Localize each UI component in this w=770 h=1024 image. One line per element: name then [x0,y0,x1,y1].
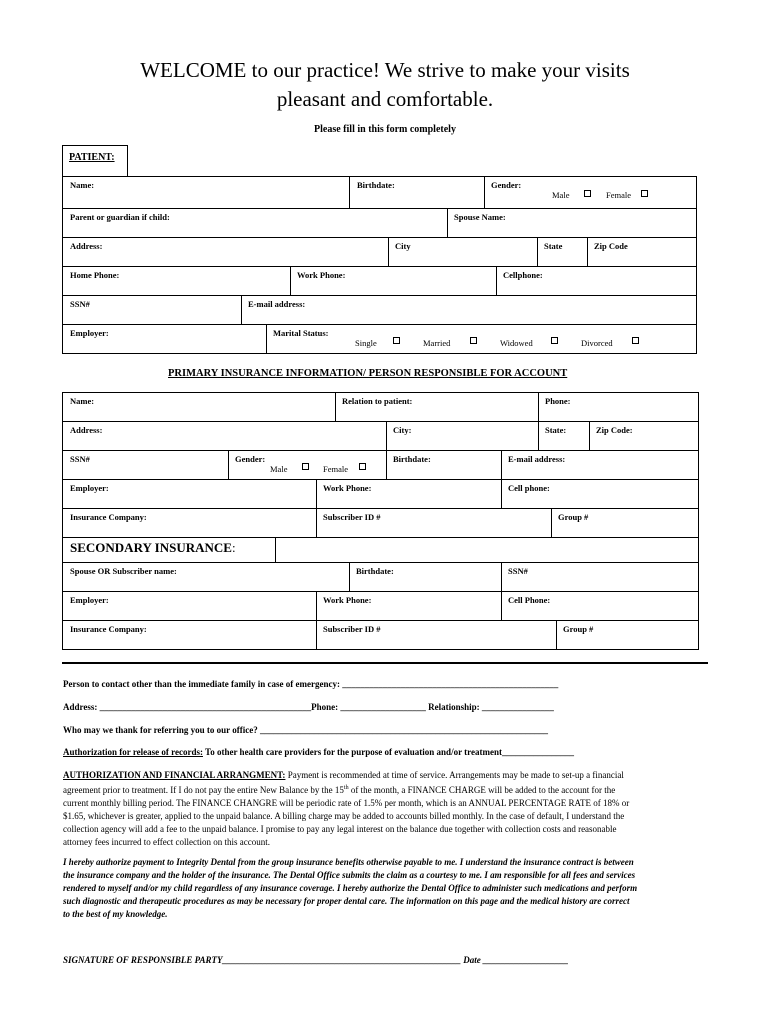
primary-subscriber-id-label[interactable]: Subscriber ID # [323,512,381,522]
primary-name-label[interactable]: Name: [70,396,95,406]
primary-insurance-heading: PRIMARY INSURANCE INFORMATION/ PERSON RESPONSIBLE FOR ACCOUNT [168,368,568,379]
financial-arrangement-title: AUTHORIZATION AND FINANCIAL ARRANGMENT: [63,770,286,780]
patient-marital-label: Marital Status: [273,328,329,338]
patient-row-employer [62,324,697,354]
primary-cell-phone-label[interactable]: Cell phone: [508,483,550,493]
referral-line[interactable]: Who may we thank for referring you to our office? ________________________________________________________________ [63,725,548,735]
emergency-contact-line[interactable]: Person to contact other than the immediate family in case of emergency: ________________________________________________ [63,679,559,689]
secondary-subscriber-id-label[interactable]: Subscriber ID # [323,624,381,634]
patient-state-label[interactable]: State [544,241,563,251]
secondary-birthdate-label[interactable]: Birthdate: [356,566,394,576]
secondary-name-label[interactable]: Spouse OR Subscriber name: [70,566,177,576]
secondary-heading-filler[interactable] [275,537,699,563]
primary-zip-label[interactable]: Zip Code: [596,425,633,435]
primary-row-name [62,392,699,422]
secondary-ssn-label[interactable]: SSN# [508,566,528,576]
secondary-work-phone-label[interactable]: Work Phone: [323,595,372,605]
marital-divorced-label: Divorced [581,338,613,348]
primary-male-checkbox[interactable] [302,463,309,470]
patient-home-phone-label[interactable]: Home Phone: [70,270,120,280]
primary-work-phone-label[interactable]: Work Phone: [323,483,372,493]
patient-work-phone-label[interactable]: Work Phone: [297,270,346,280]
patient-zip-label[interactable]: Zip Code [594,241,628,251]
signature-line[interactable]: SIGNATURE OF RESPONSIBLE PARTY_____________________________________________________ Date ___________________ [63,955,569,965]
patient-city-label[interactable]: City [395,241,411,251]
patient-heading: PATIENT: [69,152,115,163]
secondary-insurance-heading: SECONDARY INSURANCE: [70,540,236,555]
patient-male-label: Male [552,190,570,200]
patient-parent-label[interactable]: Parent or guardian if child: [70,212,170,222]
primary-relation-label[interactable]: Relation to patient: [342,396,413,406]
patient-birthdate-label[interactable]: Birthdate: [357,180,395,190]
secondary-group-label[interactable]: Group # [563,624,594,634]
patient-female-label: Female [606,190,632,200]
marital-married-label: Married [423,338,451,348]
primary-row-insurance [62,508,699,538]
patient-employer-label[interactable]: Employer: [70,328,109,338]
primary-email-label[interactable]: E-mail address: [508,454,566,464]
marital-widowed-label: Widowed [500,338,533,348]
primary-employer-label[interactable]: Employer: [70,483,109,493]
primary-row-employer [62,479,699,509]
primary-row-address [62,421,699,451]
patient-ssn-label[interactable]: SSN# [70,299,90,309]
primary-insurance-company-label[interactable]: Insurance Company: [70,512,147,522]
primary-birthdate-label[interactable]: Birthdate: [393,454,431,464]
insurance-authorization-paragraph: I hereby authorize payment to Integrity Dental from the group insurance benefits otherwise payable to me. I understand the insurance contract is between the insurance company and the holder of the insurance. The Dental Office submits the claim as a courtesy to me. I am responsible for all fees and services rendered to myself and/or my child regardless of any insurance coverage. I hereby authorize the Dental Office to administer such medications and perform such diagnostic and therapeutic procedures as may be necessary for proper dental care. The information on this page and the medical history are correct to the best of my knowledge. [63,857,638,919]
patient-gender-label: Gender: [491,180,522,190]
primary-group-label[interactable]: Group # [558,512,589,522]
patient-female-checkbox[interactable] [641,190,648,197]
primary-address-label[interactable]: Address: [70,425,103,435]
secondary-heading-box [62,537,276,563]
primary-city-label[interactable]: City: [393,425,412,435]
patient-cellphone-label[interactable]: Cellphone: [503,270,543,280]
marital-married-checkbox[interactable] [470,337,477,344]
primary-row-ssn [62,450,699,480]
secondary-insurance-company-label[interactable]: Insurance Company: [70,624,147,634]
patient-heading-box [62,145,128,177]
primary-female-label: Female [323,464,349,474]
emergency-address-line[interactable]: Address: _______________________________________________Phone: ___________________ Relationship: ________________ [63,702,554,712]
primary-ssn-label[interactable]: SSN# [70,454,90,464]
secondary-row-name [62,562,699,592]
patient-row-parent [62,208,697,238]
patient-row-ssn [62,295,697,325]
section-divider [62,662,708,664]
secondary-employer-label[interactable]: Employer: [70,595,109,605]
primary-gender-label: Gender: [235,454,266,464]
financial-arrangement-paragraph: AUTHORIZATION AND FINANCIAL ARRANGMENT: Payment is recommended at time of service. Arrangements may be made to set-up a financial agreement prior to treatment. If I do not pay the entire New Balance by the 15th of the month, a FINANCE CHARGE will be added to the account for the current monthly billing period. The FINANCE CHANGRE will be periodic rate of 1.5% per month, which is an ANNUAL PERCENTAGE RATE of 18% or $1.65, whichever is greater, applied to the unpaid balance. A billing charge may be added to accounts billed monthly. In the case of default, I understand the collection agency will add a fee to the unpaid balance. I promise to pay any legal interest on the balance due together with collection costs and reasonable attorney fees incurred to effect collection on this account. [63,770,630,847]
patient-address-label[interactable]: Address: [70,241,103,251]
marital-widowed-checkbox[interactable] [551,337,558,344]
patient-name-label[interactable]: Name: [70,180,95,190]
secondary-row-insurance [62,620,699,650]
patient-spouse-label[interactable]: Spouse Name: [454,212,506,222]
marital-single-checkbox[interactable] [393,337,400,344]
marital-divorced-checkbox[interactable] [632,337,639,344]
primary-male-label: Male [270,464,288,474]
primary-state-label[interactable]: State: [545,425,567,435]
page-subtitle: Please fill in this form completely [314,124,456,135]
secondary-row-employer [62,591,699,621]
primary-female-checkbox[interactable] [359,463,366,470]
marital-single-label: Single [355,338,377,348]
page-title: WELCOME to our practice! We strive to make your visits pleasant and comfortable. [140,58,630,111]
secondary-cell-phone-label[interactable]: Cell Phone: [508,595,551,605]
records-authorization-line[interactable]: Authorization for release of records: To other health care providers for the purpose of evaluation and/or treatment________________ [63,747,574,757]
patient-row-name [62,176,697,209]
patient-row-address [62,237,697,267]
patient-row-phones [62,266,697,296]
patient-male-checkbox[interactable] [584,190,591,197]
primary-phone-label[interactable]: Phone: [545,396,571,406]
patient-email-label[interactable]: E-mail address: [248,299,306,309]
